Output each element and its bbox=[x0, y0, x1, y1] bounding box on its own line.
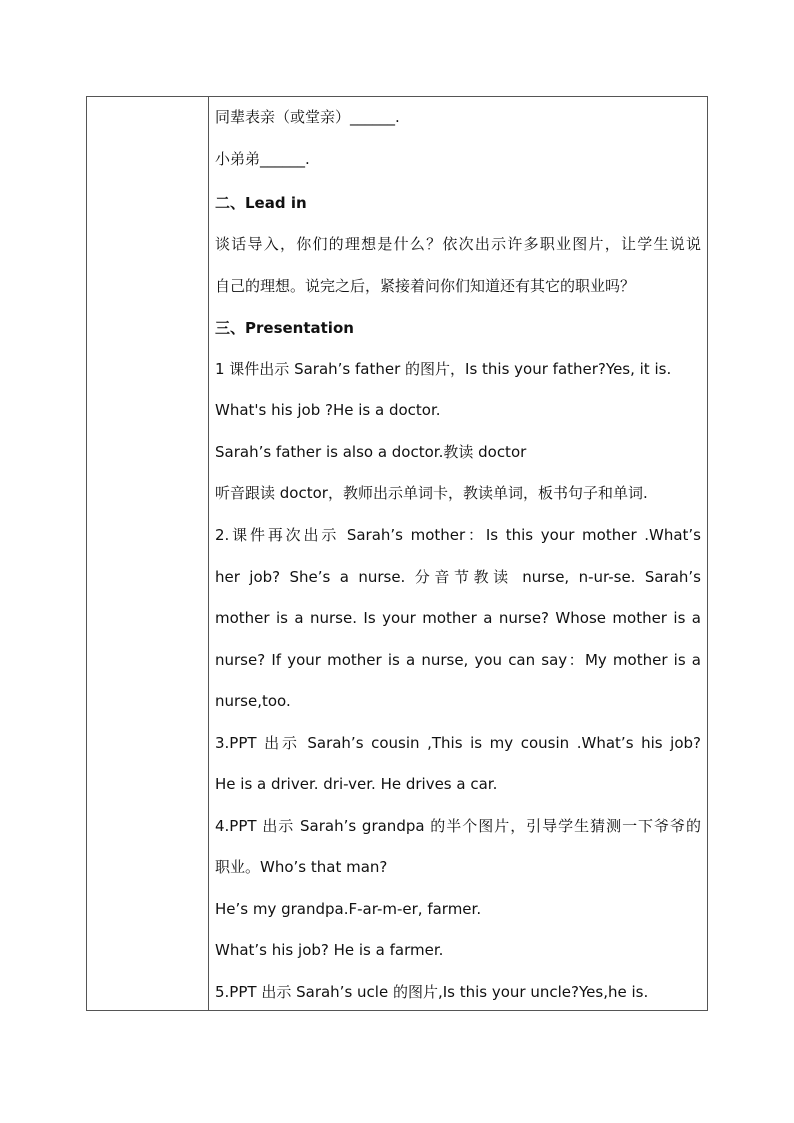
table-left-cell bbox=[87, 97, 208, 1010]
text-line: 3.PPT 出示 Sarah’s cousin ,This is my cousin .What’s his job? bbox=[215, 734, 701, 752]
text-line: What’s his job? He is a farmer. bbox=[215, 941, 444, 959]
column-divider bbox=[208, 97, 209, 1010]
table-right-cell bbox=[215, 97, 701, 1010]
text-line: 职业。Who’s that man? bbox=[215, 858, 388, 876]
text-line: He’s my grandpa.F-ar-m-er, farmer. bbox=[215, 900, 482, 918]
text-line: 自己的理想。说完之后，紧接着问你们知道还有其它的职业吗？ bbox=[215, 277, 636, 295]
text-line: Sarah’s father is also a doctor.教读 doctor bbox=[215, 443, 527, 461]
text-line: He is a driver. dri-ver. He drives a car. bbox=[215, 775, 498, 793]
text-line: 听音跟读 doctor，教师出示单词卡，教读单词，板书句子和单词. bbox=[215, 484, 648, 502]
text-line: 5.PPT 出示 Sarah’s ucle 的图片,Is this your uncle?Yes,he is. bbox=[215, 983, 649, 1001]
text-line: 1 课件出示 Sarah’s father 的图片，Is this your father?Yes, it is. bbox=[215, 360, 672, 378]
section-heading: 三、Presentation bbox=[215, 319, 354, 337]
text-line: What's his job ?He is a doctor. bbox=[215, 401, 441, 419]
text-line: 小弟弟______. bbox=[215, 150, 310, 168]
text-line: 谈话导入，你们的理想是什么？依次出示许多职业图片，让学生说说 bbox=[215, 235, 701, 253]
section-heading: 二、Lead in bbox=[215, 194, 307, 212]
text-line: 4.PPT 出示 Sarah’s grandpa 的半个图片，引导学生猜测一下爷爷的 bbox=[215, 817, 701, 835]
text-line: nurse,too. bbox=[215, 692, 291, 710]
text-line: 2.课件再次出示 Sarah’s mother：Is this your mother .What’s bbox=[215, 526, 701, 544]
text-line: 同辈表亲（或堂亲）______. bbox=[215, 108, 400, 126]
lesson-table bbox=[86, 96, 708, 1011]
text-line: her job? She’s a nurse. 分音节教读 nurse, n-ur-se. Sarah’s bbox=[215, 568, 701, 586]
text-line: mother is a nurse. Is your mother a nurse? Whose mother is a bbox=[215, 609, 701, 627]
text-line: nurse? If your mother is a nurse, you can say：My mother is a bbox=[215, 651, 701, 669]
